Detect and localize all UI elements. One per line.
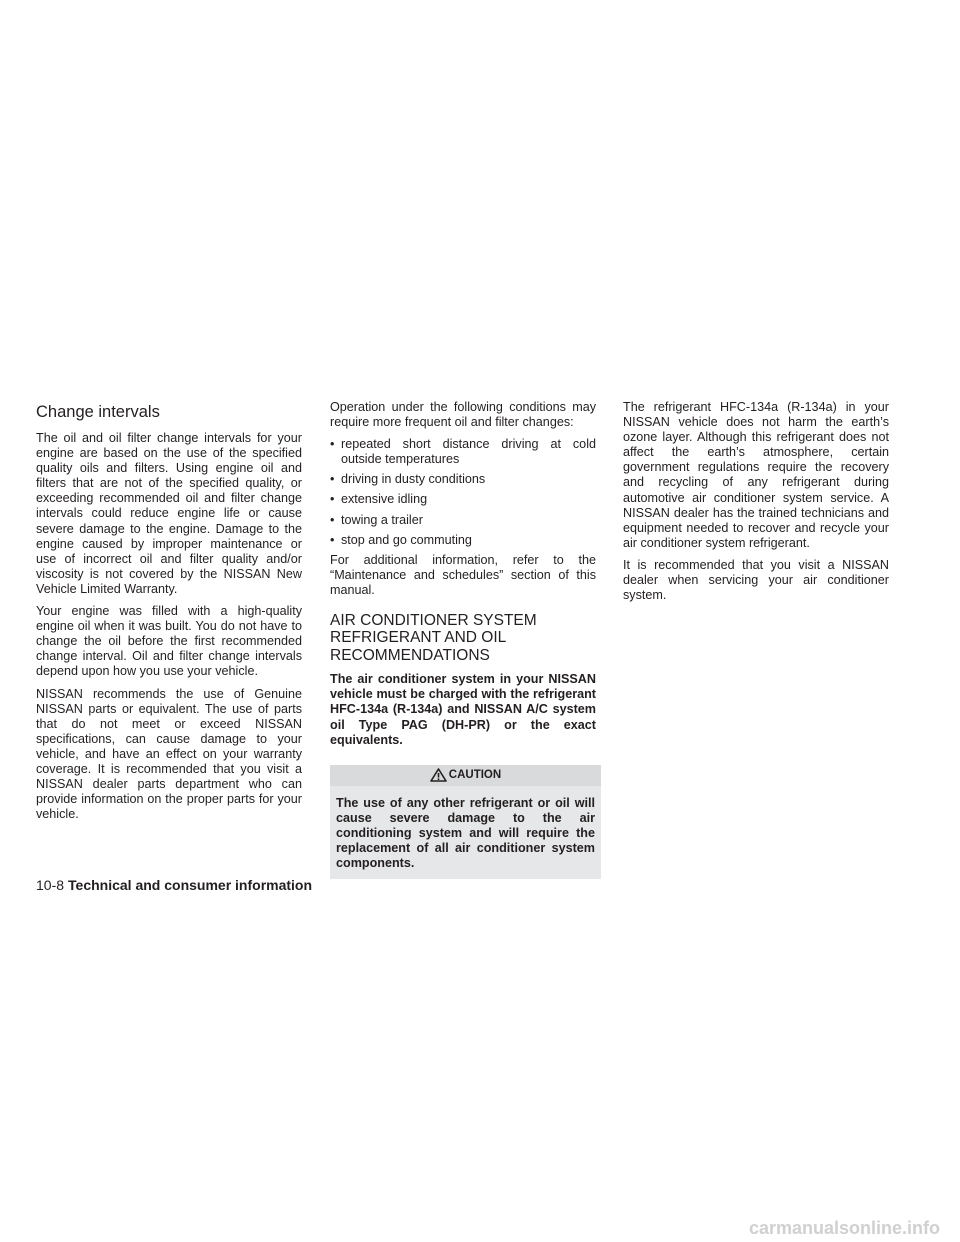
warning-icon <box>430 768 447 782</box>
paragraph-intro: Operation under the following conditions may require more frequent oil and filter changes: <box>330 400 596 430</box>
page-number: 10-8 <box>36 877 65 893</box>
column-left <box>36 402 302 829</box>
chapter-title: Technical and consumer information <box>68 877 313 893</box>
list-item: • repeated short distance driving at cold outside temperatures <box>330 437 596 467</box>
list-item: • stop and go commuting <box>330 533 596 548</box>
paragraph: It is recommended that you visit a NISSAN dealer when servicing your air conditioner system. <box>623 557 889 603</box>
paragraph: NISSAN recommends the use of Genuine NISSAN parts or equivalent. The use of parts that do not meet or exceed NISSAN specifications, can cause damage to your vehicle, and have an effect on your warranty coverage. It is recommended that you visit a NISSAN dealer parts department who can provide information on the proper parts for your vehicle. <box>36 686 302 822</box>
caution-header <box>330 765 601 786</box>
list-item: • towing a trailer <box>330 513 596 528</box>
conditions-list <box>330 437 596 548</box>
caution-label: CAUTION <box>448 768 502 781</box>
page-footer <box>36 876 312 894</box>
watermark: carmanualsonline.info <box>748 1218 940 1238</box>
paragraph: Your engine was filled with a high-quality engine oil when it was built. You do not have to change the oil before the first recommended change interval. Oil and filter change intervals depend upon how you use your vehicle. <box>36 604 302 679</box>
column-right <box>623 400 889 610</box>
caution-text: The use of any other refrigerant or oil will cause severe damage to the air conditioning system and will require the replacement of all air conditioner system components. <box>336 795 595 871</box>
list-item: • driving in dusty conditions <box>330 472 596 487</box>
caution-box <box>330 765 601 879</box>
bold-paragraph: The air conditioner system in your NISSAN vehicle must be charged with the refrigerant HFC-134a (R-134a) and NISSAN A/C system oil Type PAG (DH-PR) or the exact equivalents. <box>330 672 596 747</box>
section-title-change-intervals: Change intervals <box>36 403 160 421</box>
paragraph: The refrigerant HFC-134a (R-134a) in your NISSAN vehicle does not harm the earth’s ozone layer. Although this refrigerant does not affect the earth’s atmosphere, certain government regulations require the recovery and recycling of any refrigerant during automotive air conditioner system service. A NISSAN dealer has the trained technicians and equipment needed to recover and recycle your air conditioner system refrigerant. <box>623 400 889 550</box>
column-middle <box>330 400 596 879</box>
paragraph-reference: For additional information, refer to the “Maintenance and schedules” section of this manual. <box>330 552 596 597</box>
paragraph: The oil and oil filter change intervals for your engine are based on the use of the specified quality oils and filters. Using engine oil and filters that are not of the specified quality, or exceeding recommended oil and filter change intervals could reduce engine life or cause severe damage to the engine. Damage to the engine caused by improper maintenance or use of incorrect oil and filter quality and/or viscosity is not covered by the NISSAN New Vehicle Limited Warranty. <box>36 431 302 596</box>
section-title-ac-system: AIR CONDITIONER SYSTEM REFRIGERANT AND OIL RECOMMENDATIONS <box>330 612 537 664</box>
list-item: • extensive idling <box>330 492 596 507</box>
